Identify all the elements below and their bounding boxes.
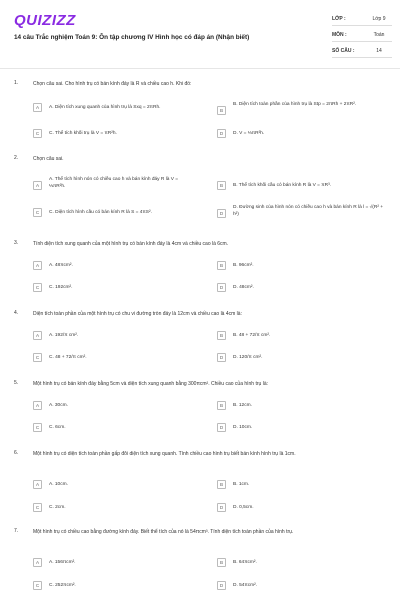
option-letter-box: D xyxy=(217,129,226,138)
option-letter-box: B xyxy=(217,331,226,340)
option-a[interactable] xyxy=(33,477,193,491)
option-letter-box: B xyxy=(217,480,226,489)
option-text: B. 1cm. xyxy=(233,482,250,487)
option-letter-box: A xyxy=(33,480,42,489)
option-letter-box: A xyxy=(33,401,42,410)
option-text: D. 54πcm². xyxy=(233,583,258,588)
option-letter-box: C xyxy=(33,581,42,590)
option-d[interactable] xyxy=(217,500,389,514)
question-text: Chọn câu sai. xyxy=(33,156,64,162)
option-d[interactable] xyxy=(217,203,389,217)
option-text: D. Đường sinh của hình nón có chiều cao h và bán kính R là l = √(R² + h²) xyxy=(233,205,384,217)
option-a[interactable] xyxy=(33,328,193,342)
option-letter-box: C xyxy=(33,208,42,217)
option-text: A. 156πcm². xyxy=(49,560,76,565)
option-letter-box: A xyxy=(33,103,42,112)
option-a[interactable] xyxy=(33,175,193,189)
option-text: C. Diện tích hình cầu có bán kính R là S = 4πS². xyxy=(49,210,152,215)
option-d[interactable] xyxy=(217,126,389,140)
option-letter-box: D xyxy=(217,423,226,432)
meta-question-count xyxy=(332,44,392,58)
option-text: B. Diện tích toàn phần của hình trụ là Stp = 2πRh + 2πR². xyxy=(233,102,357,107)
option-c[interactable] xyxy=(33,205,193,219)
option-letter-box: A xyxy=(33,558,42,567)
option-text: B. 96cm². xyxy=(233,263,254,268)
option-text: B. 48 + 72/π cm². xyxy=(233,333,271,338)
meta-question-count-label: SỐ CÂU : xyxy=(332,48,355,54)
option-text: D. 48cm². xyxy=(233,285,254,290)
option-b[interactable] xyxy=(217,258,389,272)
option-text: A. Thể tích hình nón có chiều cao h và bán kính đáy R là V = ⅓πR²h. xyxy=(49,177,179,189)
option-c[interactable] xyxy=(33,280,193,294)
document-header xyxy=(0,0,400,68)
option-letter-box: D xyxy=(217,283,226,292)
option-letter-box: A xyxy=(33,261,42,270)
option-a[interactable] xyxy=(33,398,193,412)
quizizz-logo: QUIZIZZ xyxy=(14,12,76,29)
option-letter-box: A xyxy=(33,331,42,340)
option-text: C. 48 + 72/π cm². xyxy=(49,355,87,360)
question-number: 4. xyxy=(14,310,19,316)
option-text: C. 252πcm². xyxy=(49,583,76,588)
option-d[interactable] xyxy=(217,280,389,294)
option-c[interactable] xyxy=(33,420,193,434)
option-letter-box: C xyxy=(33,283,42,292)
option-text: A. 30cm. xyxy=(49,403,68,408)
option-letter-box: B xyxy=(217,401,226,410)
option-text: B. 64πcm². xyxy=(233,560,257,565)
meta-grade-label: LỚP : xyxy=(332,16,346,22)
option-b[interactable] xyxy=(217,398,389,412)
question-text: Một hình trụ có diện tích toàn phần gấp đôi diện tích xung quanh. Tính chiều cao hình trụ biết bán kính hình trụ là 1cm. xyxy=(33,451,296,457)
option-letter-box: B xyxy=(217,261,226,270)
option-text: A. 10cm. xyxy=(49,482,68,487)
option-text: D. V = ⅓πR²h. xyxy=(233,131,265,136)
option-text: D. 10cm. xyxy=(233,425,253,430)
option-text: C. 192cm². xyxy=(49,285,73,290)
option-b[interactable] xyxy=(217,100,389,114)
meta-question-count-value: 14 xyxy=(376,48,382,54)
option-a[interactable] xyxy=(33,555,193,569)
meta-subject-value: Toán xyxy=(373,32,385,38)
meta-subject xyxy=(332,28,392,42)
option-letter-box: D xyxy=(217,353,226,362)
question-number: 1. xyxy=(14,80,19,86)
question-number: 6. xyxy=(14,450,19,456)
question-text: Tính diện tích xung quanh của một hình trụ có bán kính đáy là 4cm và chiều cao là 6cm. xyxy=(33,241,229,247)
option-text: C. 6cm. xyxy=(49,425,66,430)
option-letter-box: B xyxy=(217,181,226,190)
option-letter-box: C xyxy=(33,423,42,432)
option-text: C. 2cm. xyxy=(49,505,66,510)
option-text: A. 192/π cm². xyxy=(49,333,79,338)
option-a[interactable] xyxy=(33,100,193,114)
option-text: C. Thể tích khối trụ là V = πR²h. xyxy=(49,131,117,136)
option-letter-box: C xyxy=(33,503,42,512)
option-letter-box: C xyxy=(33,129,42,138)
question-text: Chọn câu sai. Cho hình trụ có bán kính đáy là R và chiều cao h. Khi đó: xyxy=(33,81,192,87)
option-c[interactable] xyxy=(33,126,193,140)
option-text: B. Thể tích khối cầu có bán kính R là V = πR³. xyxy=(233,183,332,188)
option-text: A. 48πcm². xyxy=(49,263,73,268)
option-d[interactable] xyxy=(217,578,389,592)
question-text: Diện tích toàn phần của một hình trụ có chu vi đường tròn đáy là 12cm và chiều cao là 4cm là: xyxy=(33,311,242,317)
option-text: B. 12cm. xyxy=(233,403,252,408)
option-letter-box: B xyxy=(217,106,226,115)
question-number: 5. xyxy=(14,380,19,386)
option-c[interactable] xyxy=(33,500,193,514)
meta-subject-label: MÔN : xyxy=(332,32,347,38)
option-b[interactable] xyxy=(217,178,389,192)
meta-grade-value: Lớp 9 xyxy=(372,16,386,22)
option-letter-box: A xyxy=(33,181,42,190)
option-letter-box: D xyxy=(217,581,226,590)
question-number: 2. xyxy=(14,155,19,161)
meta-grade xyxy=(332,12,392,26)
question-number: 7. xyxy=(14,528,19,534)
option-text: D. 0,5cm. xyxy=(233,505,254,510)
option-letter-box: D xyxy=(217,503,226,512)
option-d[interactable] xyxy=(217,350,389,364)
option-letter-box: D xyxy=(217,209,226,218)
question-number: 3. xyxy=(14,240,19,246)
question-text: Một hình trụ có bán kính đáy bằng 5cm và diện tích xung quanh bằng 300πcm². Chiều cao của hình trụ là: xyxy=(33,381,268,387)
option-text: A. Diện tích xung quanh của hình trụ là Sxq = 2πRh. xyxy=(49,105,161,110)
option-letter-box: C xyxy=(33,353,42,362)
option-d[interactable] xyxy=(217,420,389,434)
question-text: Một hình trụ có chiều cao bằng đường kính đáy. Biết thể tích của nó là 54πcm³. Tính diện tích toàn phần của hình trụ. xyxy=(33,529,294,535)
option-a[interactable] xyxy=(33,258,193,272)
option-b[interactable] xyxy=(217,477,389,491)
option-text: D. 120/π cm². xyxy=(233,355,263,360)
option-c[interactable] xyxy=(33,350,193,364)
option-b[interactable] xyxy=(217,555,389,569)
document-title: 14 câu Trắc nghiệm Toán 9: Ôn tập chương IV Hình học có đáp án (Nhận biết) xyxy=(14,34,250,41)
header-divider xyxy=(0,68,400,69)
option-c[interactable] xyxy=(33,578,193,592)
option-letter-box: B xyxy=(217,558,226,567)
option-b[interactable] xyxy=(217,328,389,342)
